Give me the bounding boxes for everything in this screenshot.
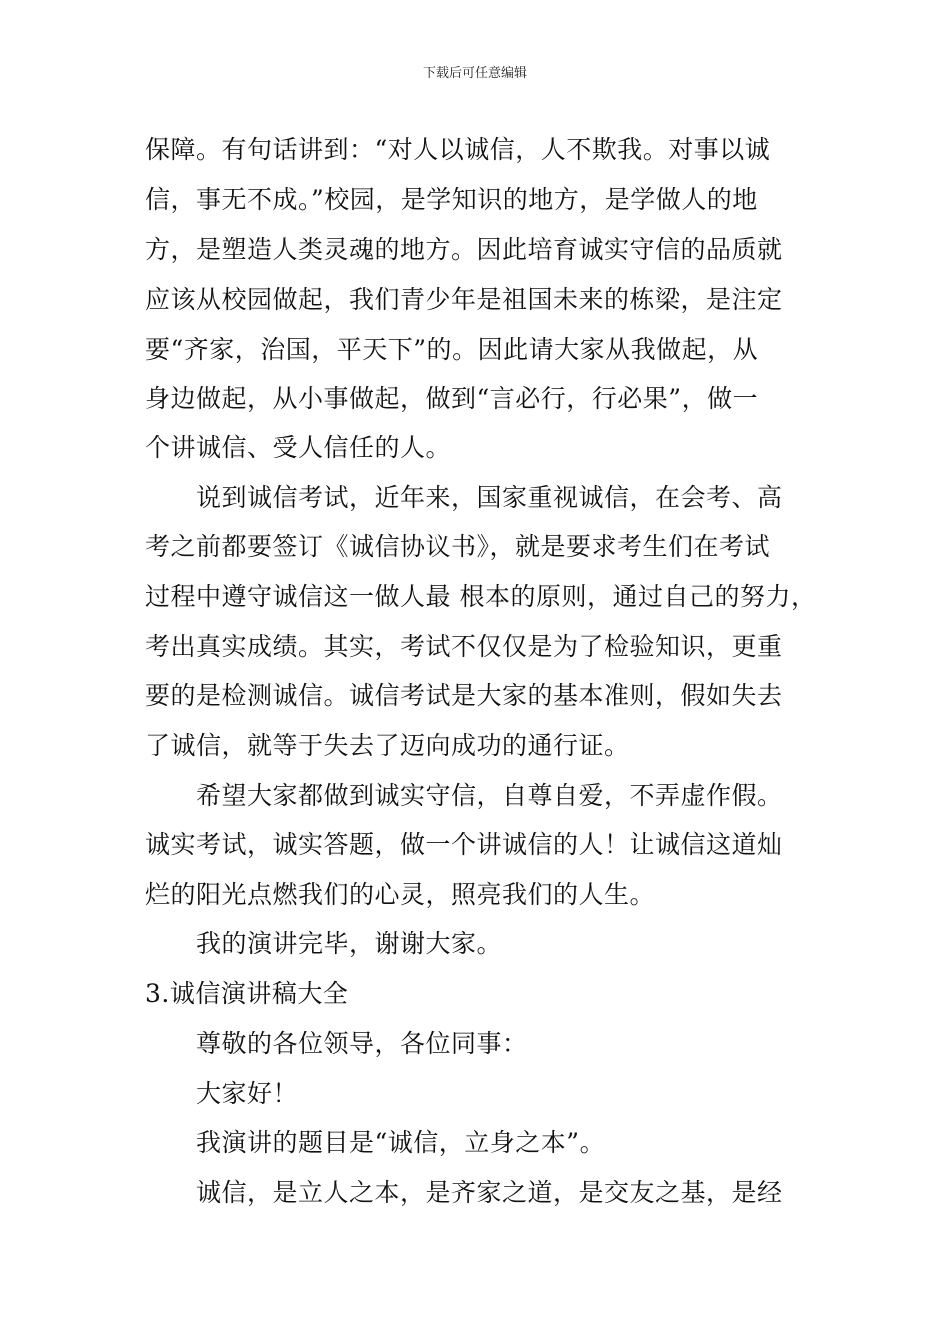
text-line: 考出真实成绩。其实，考试不仅仅是为了检验知识，更重 [145,632,783,661]
text-line: 要“齐家，治国，平天下”的。因此请大家从我做起，从 [145,335,759,364]
text-line: 考之前都要签订《诚信协议书》，就是要求考生们在考试 [145,532,771,561]
text-line: 烂的阳光点燃我们的心灵，照亮我们的人生。 [145,880,656,909]
section-heading: 3.诚信演讲稿大全 [145,979,349,1008]
text-line: 要的是检测诚信。诚信考试是大家的基本准则，假如失去 [145,681,783,710]
text-line: 尊敬的各位领导，各位同事： [196,1029,528,1058]
text-line: 保障。有句话讲到：“对人以诚信，人不欺我。对事以诚 [145,135,771,164]
text-line: 说到诚信考试，近年来，国家重视诚信，在会考、高 [196,483,783,512]
text-line: 个讲诚信、受人信任的人。 [145,433,452,462]
text-line: 我的演讲完毕，谢谢大家。 [196,929,503,958]
text-line: 诚实考试，诚实答题，做一个讲诚信的人！让诚信这道灿 [145,830,783,859]
text-line: 我演讲的题目是“诚信，立身之本”。 [196,1128,606,1157]
text-line: 大家好！ [196,1079,299,1108]
text-line: 了诚信，就等于失去了迈向成功的通行证。 [145,731,630,760]
text-line: 方，是塑造人类灵魂的地方。因此培育诚实守信的品质就 [145,235,783,264]
text-line: 应该从校园做起，我们青少年是祖国未来的栋梁，是注定 [145,285,783,314]
text-line: 诚信，是立人之本，是齐家之道，是交友之基，是经 [196,1178,783,1207]
text-line: 信，事无不成。”校园，是学知识的地方，是学做人的地 [145,185,758,214]
page-header: 下载后可任意编辑 [422,66,527,81]
text-line: 希望大家都做到诚实守信，自尊自爱，不弄虚作假。 [196,781,783,810]
text-line: 身边做起，从小事做起，做到“言必行，行必果”，做一 [145,384,759,413]
text-line: 过程中遵守诚信这一做人最 根本的原则，通过自己的努力， [145,582,817,611]
